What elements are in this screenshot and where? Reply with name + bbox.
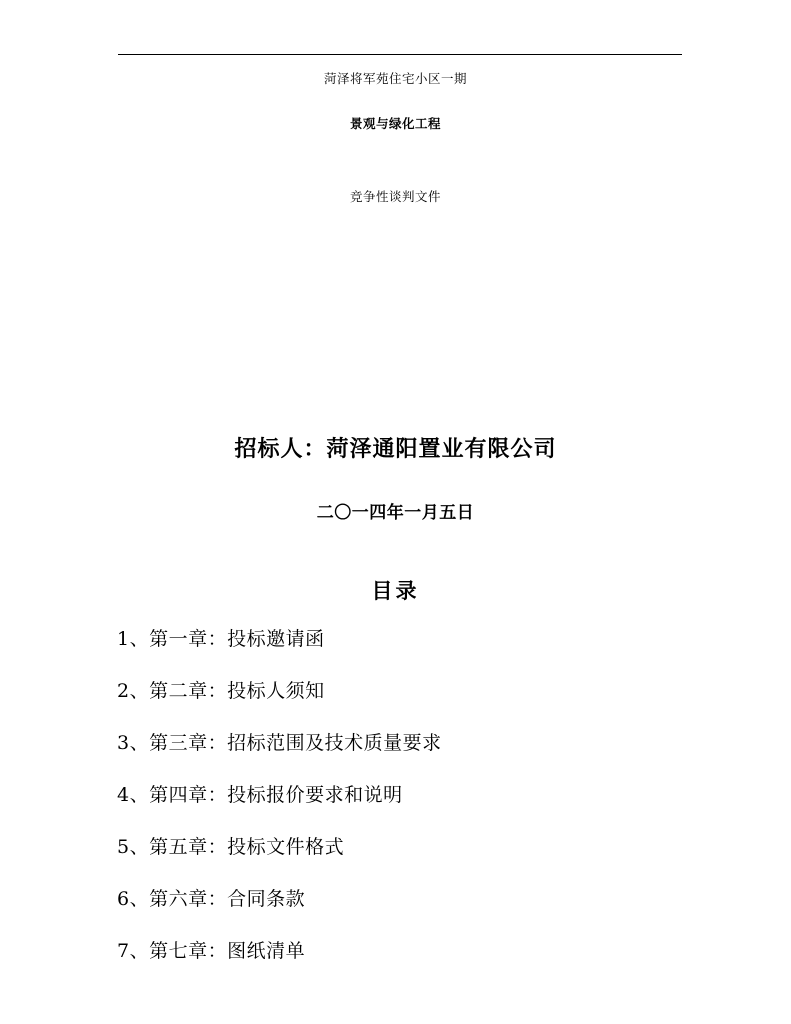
document-type: 竞争性谈判文件 — [349, 189, 441, 204]
toc-item: 2、第二章：投标人须知 — [117, 680, 325, 702]
toc-title: 目录 — [371, 579, 420, 603]
toc-item: 6、第六章：合同条款 — [117, 888, 306, 910]
toc-item: 7、第七章：图纸清单 — [117, 940, 306, 962]
project-name: 菏泽将军苑住宅小区一期 — [323, 71, 467, 86]
document-date: 二〇一四年一月五日 — [316, 503, 475, 523]
header-rule — [118, 54, 682, 55]
toc-item: 3、第三章：招标范围及技术质量要求 — [117, 732, 442, 754]
toc-item: 5、第五章：投标文件格式 — [117, 836, 345, 858]
subproject-title: 景观与绿化工程 — [349, 116, 441, 131]
toc-item: 1、第一章：投标邀请函 — [117, 628, 325, 650]
tenderer: 招标人：菏泽通阳置业有限公司 — [234, 437, 557, 462]
toc-list — [117, 627, 442, 991]
toc-item: 4、第四章：投标报价要求和说明 — [117, 784, 403, 806]
